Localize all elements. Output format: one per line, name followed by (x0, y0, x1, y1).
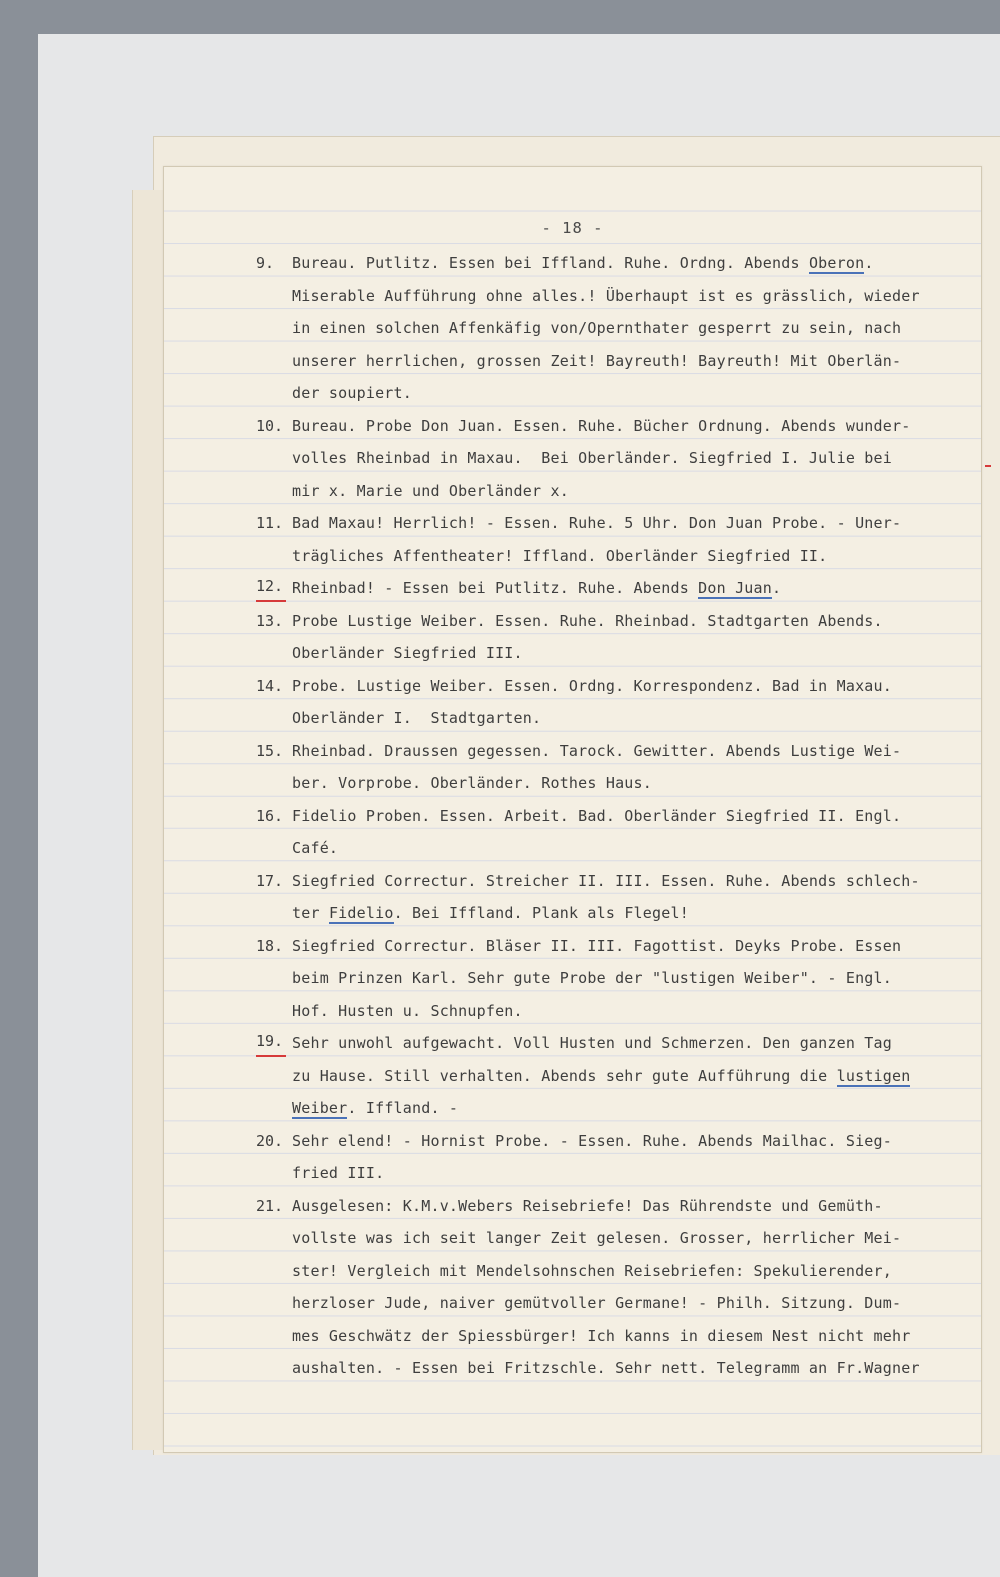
entry-text (292, 572, 982, 605)
text-segment: Oberländer Siegfried III. (292, 644, 523, 662)
text-segment: Probe Lustige Weiber. Essen. Ruhe. Rheinbad. Stadtgarten Abends. (292, 611, 883, 630)
text-line (292, 410, 982, 443)
text-line (292, 507, 982, 540)
underlined-title: Don Juan (698, 579, 773, 597)
margin-mark (985, 465, 991, 467)
text-segment: Café. (292, 839, 339, 857)
text-segment: . (772, 579, 782, 597)
text-segment: in einen solchen Affenkäfig von/Opernthater gesperrt zu sein, nach (292, 319, 902, 337)
page-number: - 18 - (541, 219, 604, 237)
entry-text (292, 605, 982, 670)
text-line (292, 377, 982, 410)
entry-text (292, 247, 982, 410)
text-line (292, 832, 982, 865)
text-segment: Probe. Lustige Weiber. Essen. Ordng. Korrespondenz. Bad in Maxau. (292, 676, 892, 695)
text-line (292, 247, 982, 280)
text-line (292, 605, 982, 638)
text-line (292, 345, 982, 378)
text-line (292, 1287, 982, 1320)
entry-day-number: 16. (256, 806, 284, 825)
text-line (292, 1255, 982, 1288)
entry-text (292, 1190, 982, 1385)
entry-text (292, 930, 982, 1028)
text-segment: mir x. Marie und Oberländer x. (292, 481, 569, 500)
text-segment: . (864, 254, 874, 272)
text-segment: Miserable Aufführung ohne alles.! Überhaupt ist es grässlich, wieder (292, 286, 920, 305)
entry-text (292, 410, 982, 508)
text-line (292, 995, 982, 1028)
text-segment: mes Geschwätz der Spiessbürger! Ich kanns in diesem Nest nicht mehr (292, 1326, 911, 1345)
text-line (292, 637, 982, 670)
entry-day-number: 13. (256, 611, 284, 630)
entry-day-number: 12. (256, 572, 286, 602)
text-segment: fried III. (292, 1164, 385, 1182)
text-line (292, 312, 982, 345)
text-segment: Siegfried Correctur. Streicher II. III. Essen. Ruhe. Abends schlech- (292, 871, 920, 890)
entry-day-number: 18. (256, 936, 284, 955)
text-segment: zu Hause. Still verhalten. Abends sehr gute Aufführung die (292, 1066, 837, 1085)
text-segment: ster! Vergleich mit Mendelsohnschen Reisebriefen: Spekulierender, (292, 1261, 892, 1280)
text-segment: . Bei Iffland. Plank als Flegel! (393, 904, 689, 922)
text-line (292, 767, 982, 800)
text-line (292, 962, 982, 995)
text-line (292, 1125, 982, 1158)
entry-day-number: 20. (256, 1131, 284, 1150)
underlined-title: lustigen (836, 1066, 911, 1085)
text-segment: Oberländer I. Stadtgarten. (292, 709, 542, 727)
text-segment: ter (292, 904, 329, 922)
text-segment: unserer herrlichen, grossen Zeit! Bayreuth! Bayreuth! Mit Oberlän- (292, 351, 902, 370)
text-segment: vollste was ich seit langer Zeit gelesen. Grosser, herrlicher Mei- (292, 1229, 902, 1247)
entry-day-number: 9. (256, 254, 275, 272)
entry-day-number: 15. (256, 741, 284, 760)
text-line (292, 572, 982, 605)
entry-text (292, 670, 982, 735)
text-segment: beim Prinzen Karl. Sehr gute Probe der "lustigen Weiber". - Engl. (292, 969, 892, 987)
text-segment: volles Rheinbad in Maxau. Bei Oberländer. Siegfried I. Julie bei (292, 449, 892, 467)
entry-text (292, 1125, 982, 1190)
text-segment: der soupiert. (292, 384, 412, 402)
text-segment: trägliches Affentheater! Iffland. Oberländer Siegfried II. (292, 546, 828, 565)
entry-text (292, 800, 982, 865)
text-segment: Rheinbad. Draussen gegessen. Tarock. Gewitter. Abends Lustige Wei- (292, 741, 902, 760)
text-segment: Fidelio Proben. Essen. Arbeit. Bad. Oberländer Siegfried II. Engl. (292, 806, 902, 825)
text-segment: Bureau. Probe Don Juan. Essen. Ruhe. Bücher Ordnung. Abends wunder- (292, 416, 911, 435)
text-segment: . Iffland. - (347, 1099, 459, 1117)
text-line (292, 1320, 982, 1353)
text-line (292, 1157, 982, 1190)
text-segment: Bad Maxau! Herrlich! - Essen. Ruhe. 5 Uhr. Don Juan Probe. - Uner- (292, 514, 902, 532)
text-line (292, 1027, 982, 1060)
text-line (292, 1060, 982, 1093)
text-line (292, 1092, 982, 1125)
text-segment: Hof. Husten u. Schnupfen. (292, 1001, 523, 1020)
text-line (292, 930, 982, 963)
text-line (292, 702, 982, 735)
entry-day-number: 10. (256, 416, 284, 435)
text-segment: Siegfried Correctur. Bläser II. III. Fagottist. Deyks Probe. Essen (292, 936, 902, 955)
text-line (292, 1352, 982, 1385)
entry-text (292, 735, 982, 800)
text-line (292, 865, 982, 898)
text-line (292, 800, 982, 833)
entry-text (292, 865, 982, 930)
text-line (292, 475, 982, 508)
text-segment: Rheinbad! - Essen bei Putlitz. Ruhe. Abends (292, 579, 699, 597)
text-segment: Sehr elend! - Hornist Probe. - Essen. Ruhe. Abends Mailhac. Sieg- (292, 1131, 892, 1150)
text-line (292, 670, 982, 703)
text-line (292, 280, 982, 313)
entry-day-number: 19. (256, 1027, 286, 1057)
typewritten-page (163, 166, 982, 1453)
entry-day-number: 17. (256, 871, 284, 890)
entry-day-number: 11. (256, 514, 284, 532)
text-segment: Ausgelesen: K.M.v.Webers Reisebriefe! Das Rührendste und Gemüth- (292, 1196, 883, 1215)
text-segment: Sehr unwohl aufgewacht. Voll Husten und Schmerzen. Den ganzen Tag (292, 1034, 892, 1052)
text-line (292, 442, 982, 475)
text-segment: aushalten. - Essen bei Fritzschle. Sehr nett. Telegramm an Fr.Wagner (292, 1359, 920, 1377)
text-segment: Bureau. Putlitz. Essen bei Iffland. Ruhe. Ordng. Abends (292, 254, 809, 272)
text-segment: ber. Vorprobe. Oberländer. Rothes Haus. (292, 774, 652, 792)
underlined-title: Fidelio (328, 904, 394, 922)
text-line (292, 735, 982, 768)
text-line (292, 897, 982, 930)
text-line (292, 1190, 982, 1223)
text-segment: herzloser Jude, naiver gemütvoller Germane! - Philh. Sitzung. Dum- (292, 1294, 902, 1312)
underlined-title: Oberon (808, 254, 865, 272)
underlined-title: Weiber (292, 1099, 348, 1117)
entry-text (292, 507, 982, 572)
entry-day-number: 21. (256, 1196, 284, 1215)
entry-text (292, 1027, 982, 1125)
text-line (292, 540, 982, 573)
text-line (292, 1222, 982, 1255)
entry-day-number: 14. (256, 676, 284, 695)
